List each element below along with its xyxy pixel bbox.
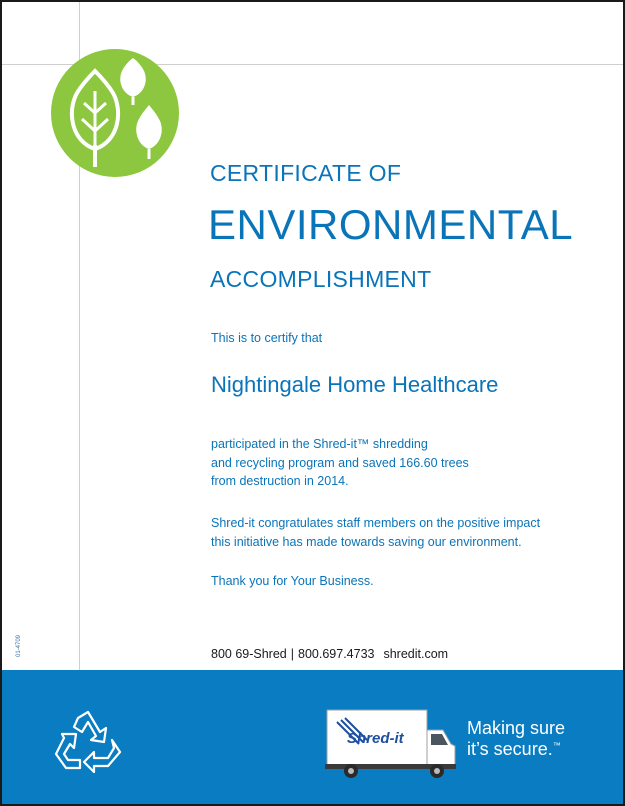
title-line-3: ACCOMPLISHMENT: [210, 266, 432, 292]
contact-separator: |: [290, 647, 295, 661]
phone-vanity: 800 69-Shred: [211, 647, 287, 661]
achievement-paragraph: [211, 435, 469, 491]
document-code: 01-4709: [16, 634, 22, 657]
phone-number: 800.697.4733: [298, 647, 375, 661]
tagline-line-2: [467, 739, 561, 760]
footer-band: [2, 670, 623, 804]
thank-you-text: Thank you for Your Business.: [211, 574, 374, 588]
achievement-line: from destruction in 2014.: [211, 474, 349, 488]
shred-it-truck-icon: [325, 708, 458, 780]
recycle-icon: [54, 710, 122, 774]
trademark-mark: ™: [552, 741, 561, 750]
website-link[interactable]: shredit.com: [383, 647, 449, 661]
certify-text: This is to certify that: [211, 331, 323, 345]
title-line-1: CERTIFICATE OF: [210, 160, 402, 186]
truck-brand-text: Shred-it: [347, 730, 404, 747]
title-line-2: ENVIRONMENTAL: [208, 201, 574, 248]
tree-leaves-icon: [51, 49, 179, 177]
contact-line: [211, 647, 448, 661]
tagline-line-1: Making sure: [467, 718, 566, 738]
congratulations-line: this initiative has made towards saving our environment.: [211, 534, 522, 549]
achievement-line: and recycling program and saved 166.60 trees: [211, 455, 469, 470]
congratulations-line: Shred-it congratulates staff members on the positive impact: [211, 516, 541, 530]
recipient-name: Nightingale Home Healthcare: [211, 372, 499, 397]
congratulations-paragraph: [211, 514, 540, 551]
tagline-text: it’s secure.: [467, 739, 553, 759]
achievement-line: participated in the Shred-it™ shredding: [211, 437, 428, 451]
